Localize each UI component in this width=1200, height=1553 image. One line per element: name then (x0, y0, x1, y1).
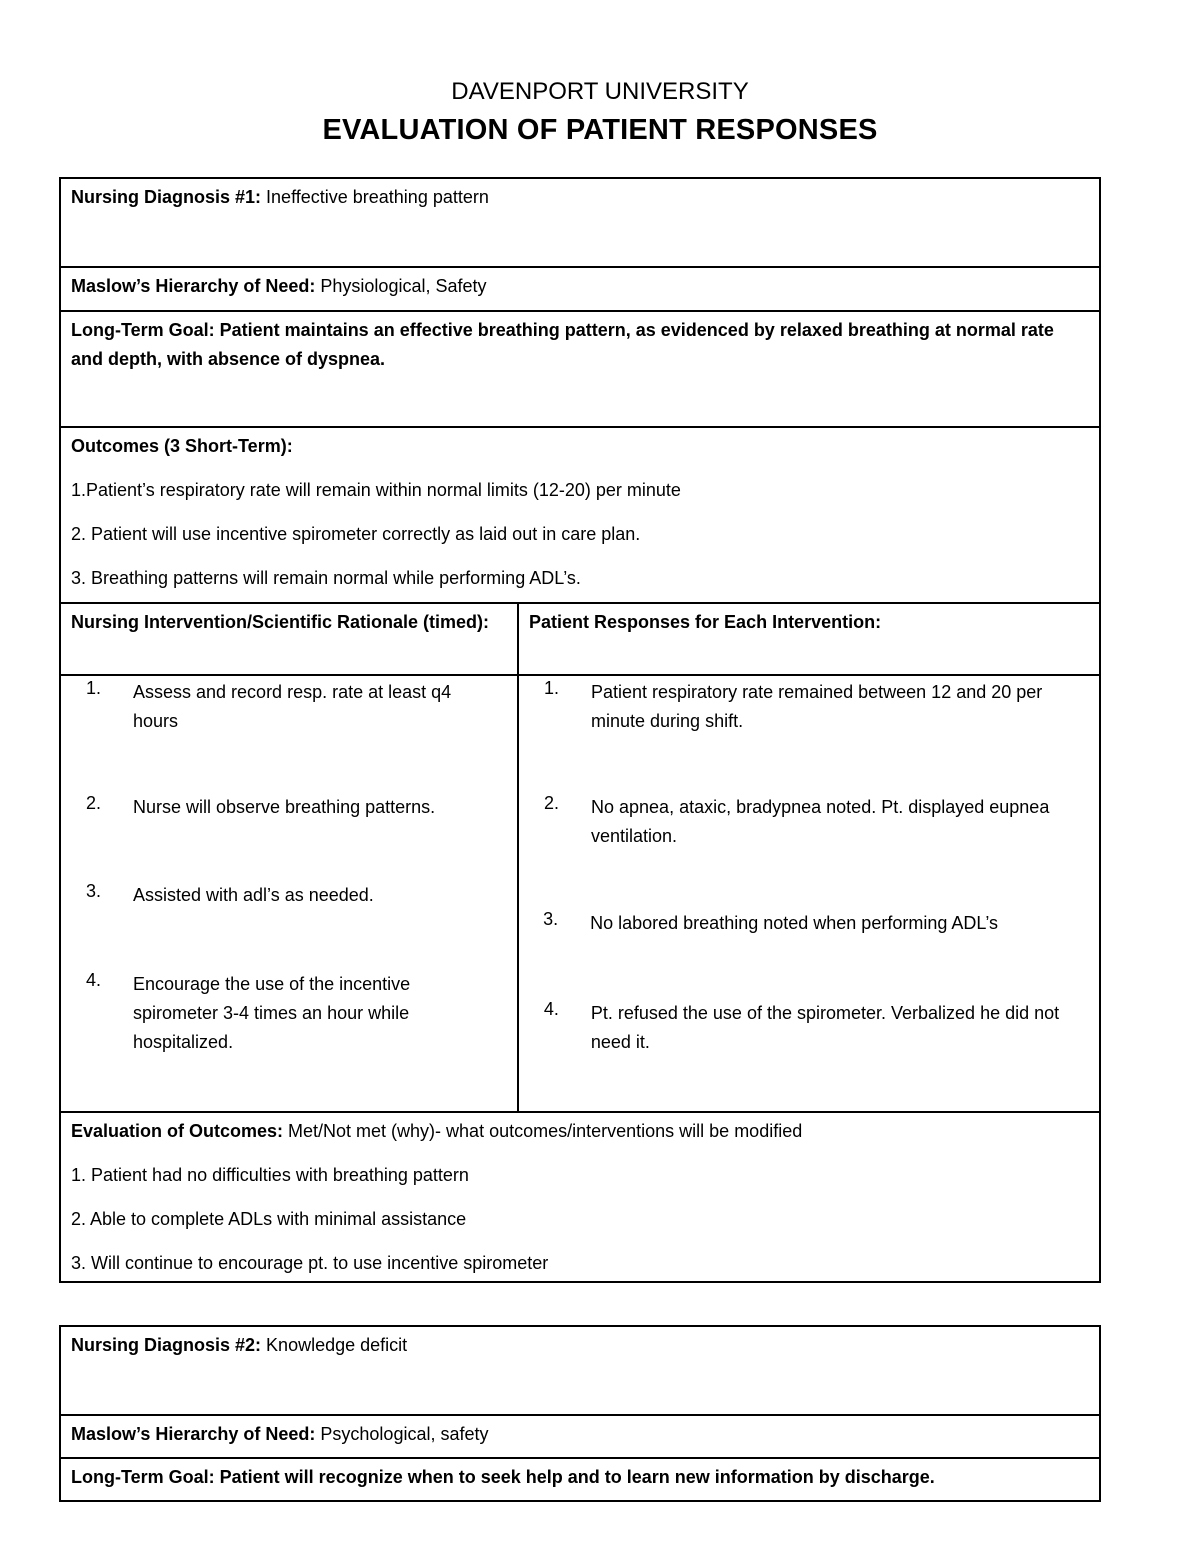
interventions-header: Nursing Intervention/Scientific Rationale (timed): (71, 612, 490, 632)
diagnosis-row (61, 179, 1099, 266)
interventions-cell (61, 676, 519, 1111)
response-item (519, 678, 1079, 736)
list-number: 4. (543, 999, 559, 1019)
intervention-text: Encourage the use of the incentive spirometer 3-4 times an hour while hospitalized. (133, 974, 411, 1052)
list-number: 4. (85, 970, 101, 990)
evaluation-row (61, 1111, 1099, 1285)
intervention-item (61, 881, 491, 910)
intervention-text: Assisted with adl’s as needed. (133, 885, 374, 905)
response-text: No labored breathing noted when performing ADL’s (590, 913, 999, 933)
care-plan-table-1 (59, 177, 1101, 1283)
diagnosis-row (61, 1327, 1099, 1414)
diagnosis-value: Knowledge deficit (261, 1335, 408, 1355)
maslow-row (61, 266, 1099, 310)
list-number: 3. (85, 881, 101, 901)
list-number: 2. (543, 793, 559, 813)
outcome-item: 1.Patient’s respiratory rate will remain within normal limits (12-20) per minute (71, 480, 681, 500)
maslow-row (61, 1414, 1099, 1457)
outcomes-row (61, 426, 1099, 602)
evaluation-label: Evaluation of Outcomes: (71, 1121, 284, 1141)
intervention-body-row (61, 674, 1099, 1111)
diagnosis-label: Nursing Diagnosis #2: (71, 1335, 262, 1355)
list-number: 1. (85, 678, 101, 698)
long-term-goal-row (61, 310, 1099, 426)
intervention-text: Nurse will observe breathing patterns. (133, 797, 436, 817)
response-item (519, 909, 1079, 938)
outcomes-label: Outcomes (3 Short-Term): (71, 436, 293, 456)
intervention-item (61, 793, 491, 822)
intervention-item (61, 678, 491, 736)
responses-cell (519, 676, 1099, 1111)
intervention-item (61, 970, 491, 1057)
diagnosis-value: Ineffective breathing pattern (261, 187, 489, 207)
responses-header: Patient Responses for Each Intervention: (529, 612, 882, 632)
maslow-value: Psychological, safety (315, 1424, 489, 1444)
care-plan-table-2 (59, 1325, 1101, 1502)
long-term-goal-row (61, 1457, 1099, 1500)
response-text: Pt. refused the use of the spirometer. Verbalized he did not need it. (590, 1003, 1060, 1052)
intervention-text: Assess and record resp. rate at least q4 hours (133, 682, 452, 731)
long-term-goal-text: Long-Term Goal: Patient maintains an effective breathing pattern, as evidenced by relaxed breathing at normal rate and depth, with absence of dyspnea. (71, 320, 1054, 369)
diagnosis-label: Nursing Diagnosis #1: (71, 187, 262, 207)
response-item (519, 793, 1079, 851)
maslow-label: Maslow’s Hierarchy of Need: (71, 1424, 316, 1444)
intervention-header-row (61, 602, 1099, 674)
response-text: No apnea, ataxic, bradypnea noted. Pt. displayed eupnea ventilation. (591, 797, 1050, 846)
evaluation-item: 3. Will continue to encourage pt. to use incentive spirometer (71, 1253, 549, 1273)
university-name: DAVENPORT UNIVERSITY (451, 78, 749, 105)
list-number: 1. (543, 678, 559, 698)
outcome-item: 2. Patient will use incentive spirometer correctly as laid out in care plan. (71, 524, 641, 544)
list-number: 3. (543, 909, 559, 929)
long-term-goal-text: Long-Term Goal: Patient will recognize when to seek help and to learn new information by discharge. (71, 1467, 935, 1487)
evaluation-item: 1. Patient had no difficulties with breathing pattern (71, 1165, 469, 1185)
response-item (519, 999, 1079, 1057)
interventions-header-cell (61, 604, 519, 674)
response-text: Patient respiratory rate remained between 12 and 20 per minute during shift. (591, 682, 1043, 731)
list-number: 2. (85, 793, 101, 813)
responses-header-cell (519, 604, 1099, 674)
maslow-value: Physiological, Safety (315, 276, 487, 296)
outcome-item: 3. Breathing patterns will remain normal while performing ADL’s. (71, 568, 581, 588)
evaluation-value: Met/Not met (why)- what outcomes/interventions will be modified (283, 1121, 803, 1141)
evaluation-item: 2. Able to complete ADLs with minimal assistance (71, 1209, 467, 1229)
maslow-label: Maslow’s Hierarchy of Need: (71, 276, 316, 296)
page-title: EVALUATION OF PATIENT RESPONSES (322, 114, 878, 146)
